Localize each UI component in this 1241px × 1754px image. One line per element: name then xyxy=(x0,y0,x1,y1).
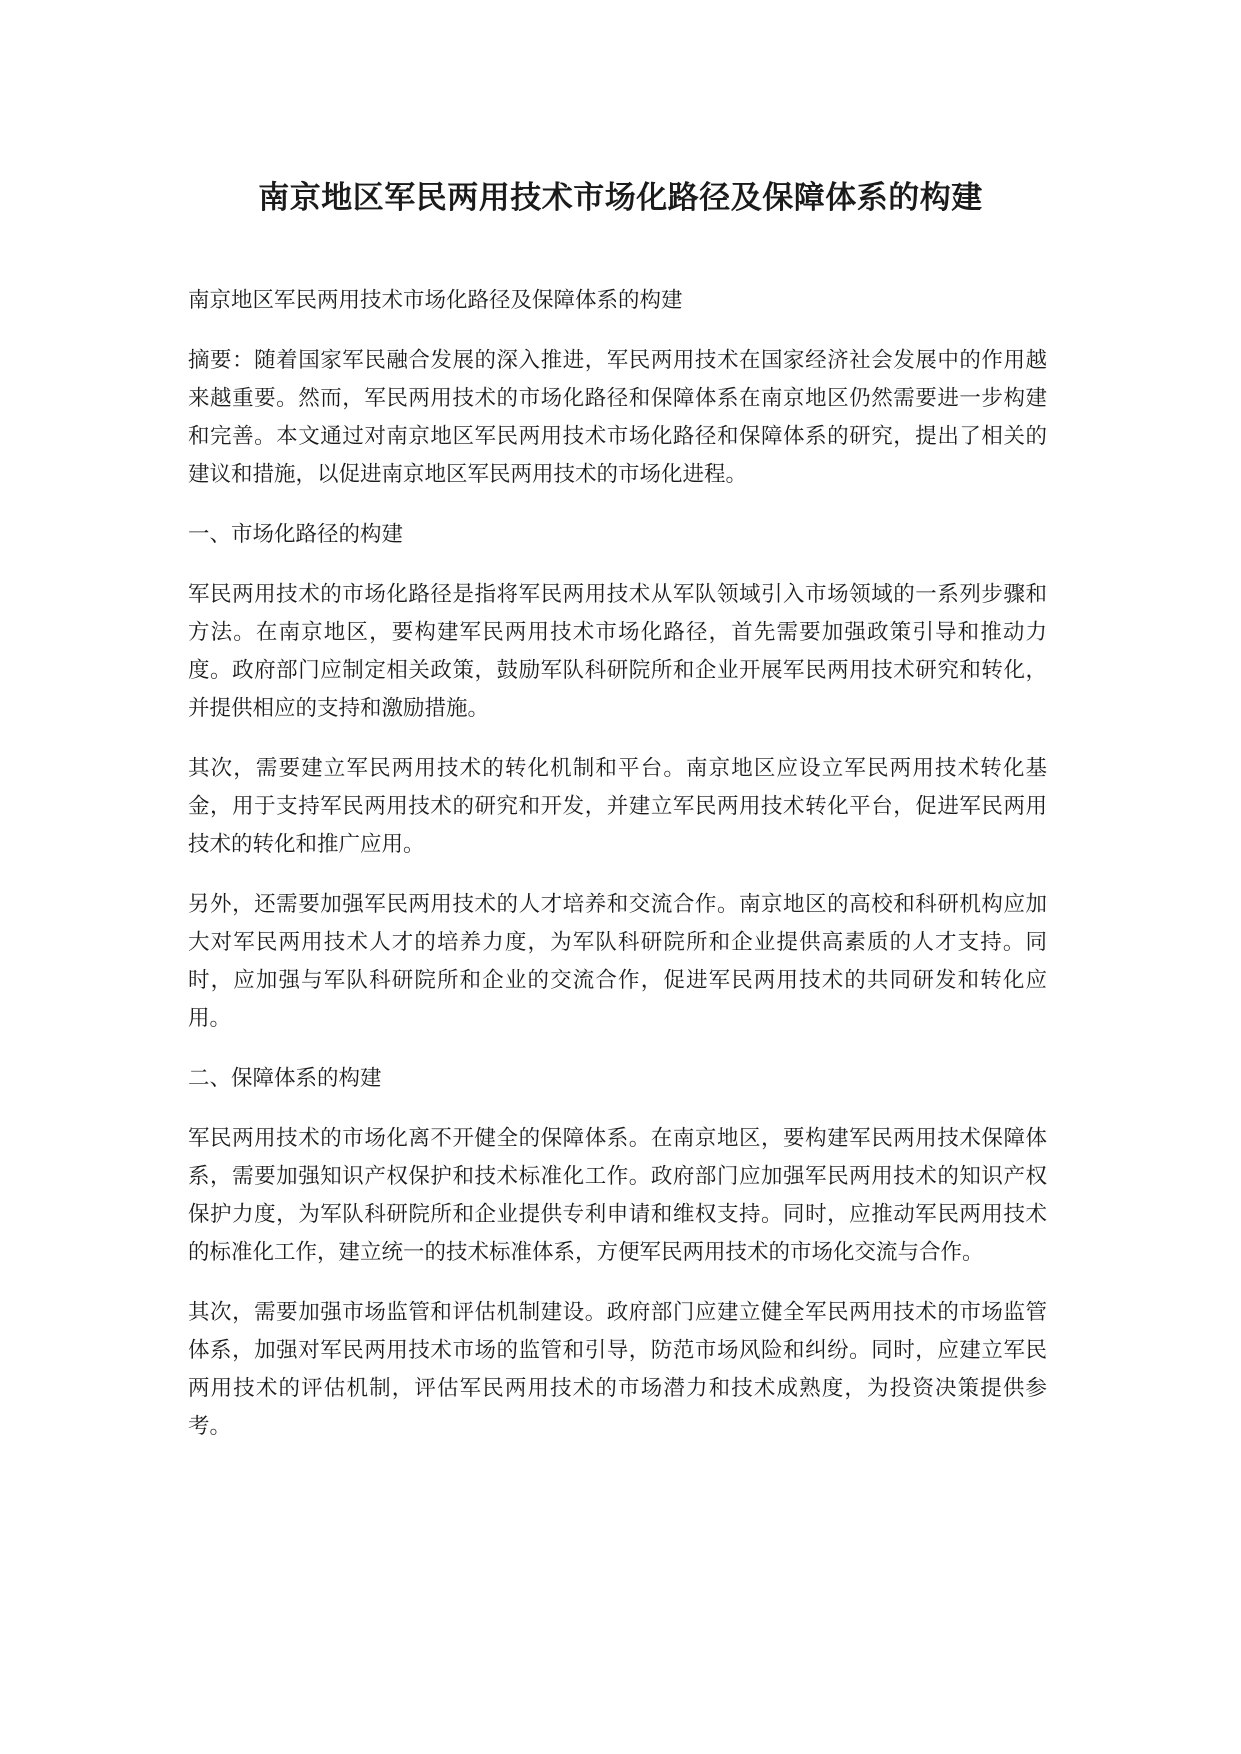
section-heading-2: 二、保障体系的构建 xyxy=(188,1066,382,1091)
section-heading-1: 一、市场化路径的构建 xyxy=(188,522,404,547)
abstract-paragraph: 摘要：随着国家军民融合发展的深入推进，军民两用技术在国家经济社会发展中的作用越来越重要。然而，军民两用技术的市场化路径和保障体系在南京地区仍然需要进一步构建和完善。本文通过对南京地区军民两用技术市场化路径和保障体系的研究，提出了相关的建议和措施，以促进南京地区军民两用技术的市场化进程。 xyxy=(188,348,1047,487)
body-paragraph: 其次，需要建立军民两用技术的转化机制和平台。南京地区应设立军民两用技术转化基金，用于支持军民两用技术的研究和开发，并建立军民两用技术转化平台，促进军民两用技术的转化和推广应用。 xyxy=(188,756,1047,857)
document-title: 南京地区军民两用技术市场化路径及保障体系的构建 xyxy=(258,180,983,216)
body-paragraph: 其次，需要加强市场监管和评估机制建设。政府部门应建立健全军民两用技术的市场监管体系，加强对军民两用技术市场的监管和引导，防范市场风险和纠纷。同时，应建立军民两用技术的评估机制，评估军民两用技术的市场潜力和技术成熟度，为投资决策提供参考。 xyxy=(188,1300,1047,1439)
body-paragraph: 军民两用技术的市场化路径是指将军民两用技术从军队领域引入市场领域的一系列步骤和方法。在南京地区，要构建军民两用技术市场化路径，首先需要加强政策引导和推动力度。政府部门应制定相关政策，鼓励军队科研院所和企业开展军民两用技术研究和转化，并提供相应的支持和激励措施。 xyxy=(188,582,1047,721)
document-body xyxy=(188,282,1047,1468)
body-paragraph: 军民两用技术的市场化离不开健全的保障体系。在南京地区，要构建军民两用技术保障体系，需要加强知识产权保护和技术标准化工作。政府部门应加强军民两用技术的知识产权保护力度，为军队科研院所和企业提供专利申请和维权支持。同时，应推动军民两用技术的标准化工作，建立统一的技术标准体系，方便军民两用技术的市场化交流与合作。 xyxy=(188,1126,1047,1265)
document-subtitle: 南京地区军民两用技术市场化路径及保障体系的构建 xyxy=(188,288,683,313)
body-paragraph: 另外，还需要加强军民两用技术的人才培养和交流合作。南京地区的高校和科研机构应加大对军民两用技术人才的培养力度，为军队科研院所和企业提供高素质的人才支持。同时，应加强与军队科研院所和企业的交流合作，促进军民两用技术的共同研发和转化应用。 xyxy=(188,892,1047,1031)
